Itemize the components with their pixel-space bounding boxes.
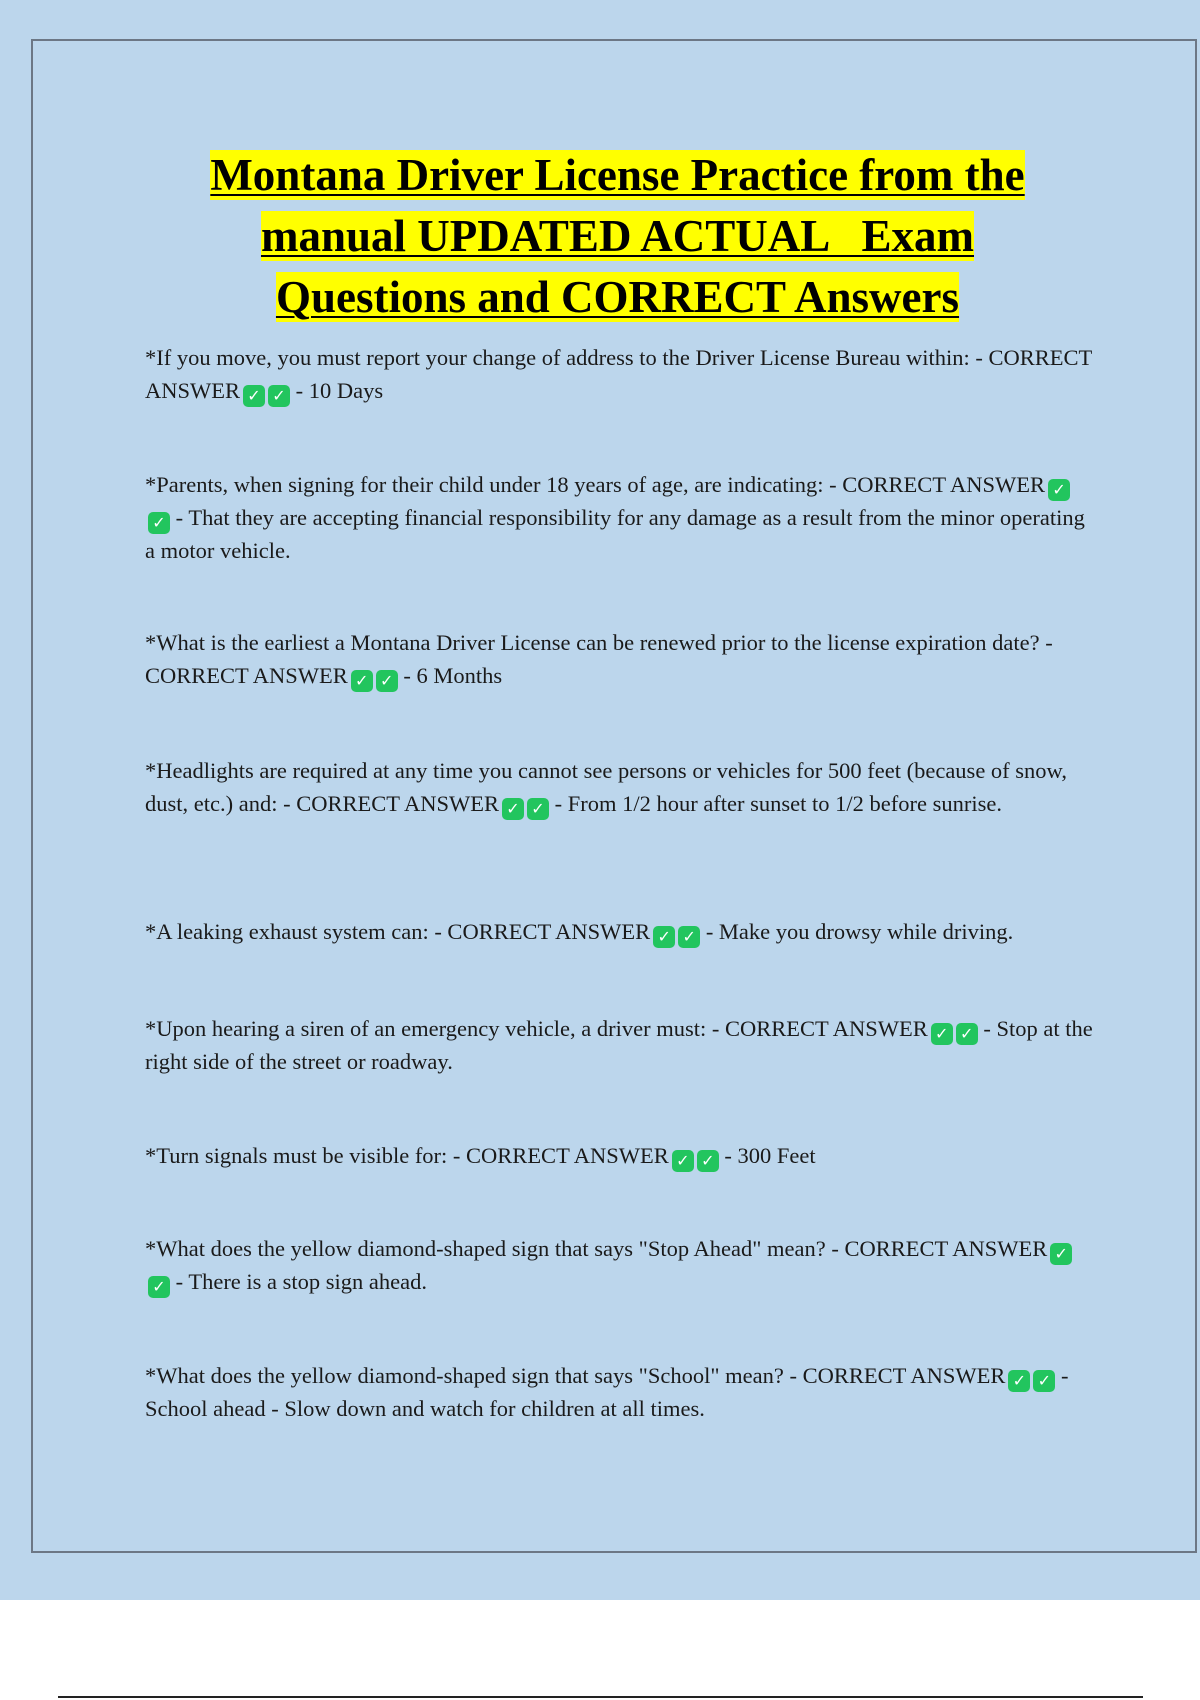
question-text: *Upon hearing a siren of an emergency vehicle, a driver must: - CORRECT ANSWER (145, 1016, 928, 1041)
qa-item (145, 468, 1095, 567)
qa-item (145, 626, 1095, 692)
answer-text: - From 1/2 hour after sunset to 1/2 before sunrise. (554, 791, 1002, 816)
title-line: Montana Driver License Practice from the (210, 150, 1025, 200)
question-text: *Turn signals must be visible for: - CORRECT ANSWER (145, 1143, 669, 1168)
title-line: Questions and CORRECT Answers (275, 272, 960, 322)
qa-item (145, 1139, 1095, 1172)
check-mark-icon: ✓ (931, 1023, 953, 1045)
check-mark-icon: ✓ (672, 1150, 694, 1172)
check-mark-icon: ✓ (148, 512, 170, 534)
question-text: *Headlights are required at any time you cannot see persons or vehicles for 500 feet (because of snow, dust, etc.) and: - CORRECT ANSWER (145, 758, 1067, 816)
check-mark-icon: ✓ (956, 1023, 978, 1045)
answer-text: - 6 Months (403, 663, 503, 688)
check-mark-icon: ✓ (351, 670, 373, 692)
answer-text: - 300 Feet (724, 1143, 816, 1168)
question-text: *What is the earliest a Montana Driver License can be renewed prior to the license expiration date? - CORRECT ANSWER (145, 630, 1053, 688)
check-mark-icon: ✓ (1033, 1370, 1055, 1392)
answer-text: - School ahead - Slow down and watch for children at all times. (145, 1363, 1069, 1421)
question-text: *Parents, when signing for their child under 18 years of age, are indicating: - CORRECT ANSWER (145, 472, 1046, 497)
check-mark-icon: ✓ (1050, 1243, 1072, 1265)
answer-text: - Stop at the right side of the street or roadway. (145, 1016, 1093, 1074)
qa-item (145, 341, 1095, 407)
document-title (130, 145, 1105, 328)
check-mark-icon: ✓ (148, 1276, 170, 1298)
check-mark-icon: ✓ (243, 385, 265, 407)
check-mark-icon: ✓ (1008, 1370, 1030, 1392)
check-mark-icon: ✓ (697, 1150, 719, 1172)
question-text: *What does the yellow diamond-shaped sign that says "School" mean? - CORRECT ANSWER (145, 1363, 1006, 1388)
qa-item (145, 754, 1095, 820)
check-mark-icon: ✓ (678, 926, 700, 948)
question-text: *What does the yellow diamond-shaped sign that says "Stop Ahead" mean? - CORRECT ANSWER (145, 1236, 1048, 1261)
title-line: manual UPDATED ACTUAL Exam (260, 211, 974, 261)
answer-text: - There is a stop sign ahead. (175, 1269, 428, 1294)
check-mark-icon: ✓ (653, 926, 675, 948)
qa-item (145, 1232, 1095, 1298)
check-mark-icon: ✓ (376, 670, 398, 692)
qa-item (145, 1012, 1095, 1078)
check-mark-icon: ✓ (502, 798, 524, 820)
qa-item (145, 915, 1145, 948)
check-mark-icon: ✓ (527, 798, 549, 820)
question-text: *If you move, you must report your change of address to the Driver License Bureau within: - CORRECT ANSWER (145, 345, 1092, 403)
qa-item (145, 1359, 1095, 1425)
check-mark-icon: ✓ (268, 385, 290, 407)
answer-text: - That they are accepting financial responsibility for any damage as a result from the minor operating a motor vehicle. (145, 505, 1085, 563)
check-mark-icon: ✓ (1048, 479, 1070, 501)
question-text: *A leaking exhaust system can: - CORRECT ANSWER (145, 919, 651, 944)
answer-text: - Make you drowsy while driving. (705, 919, 1014, 944)
answer-text: - 10 Days (295, 378, 384, 403)
footer-divider (58, 1696, 1143, 1698)
